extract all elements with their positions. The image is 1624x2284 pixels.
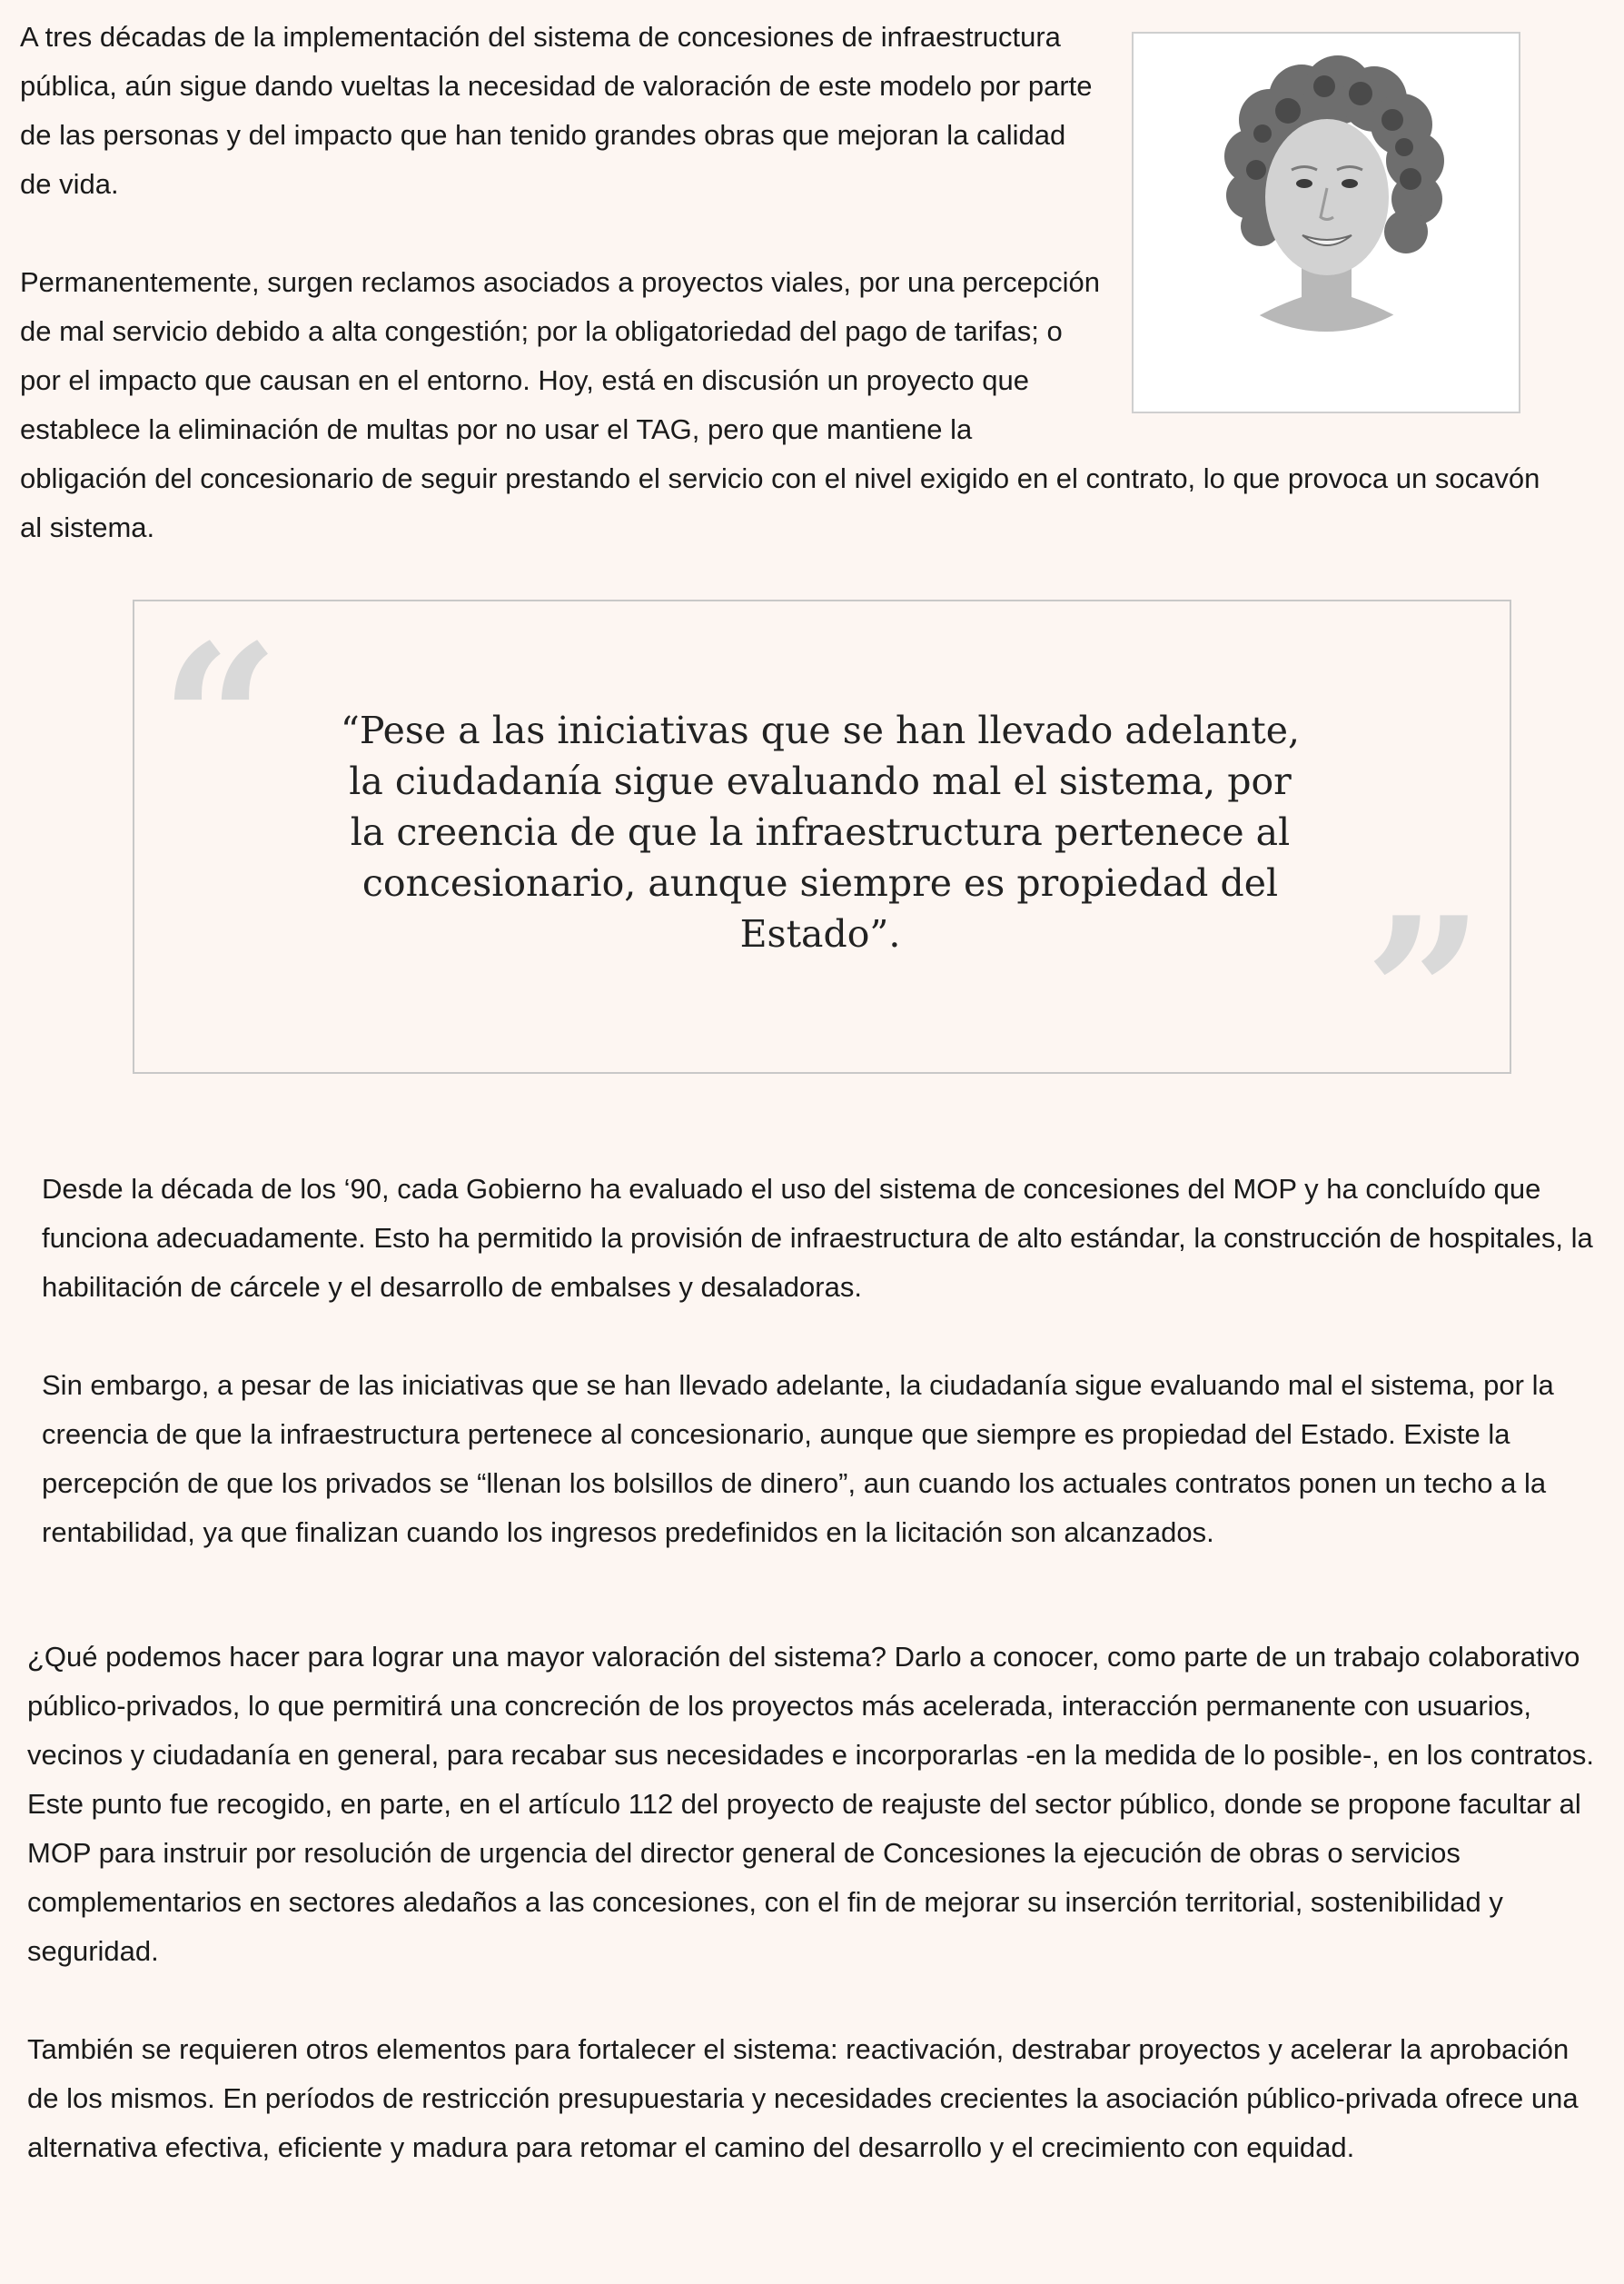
article-intro xyxy=(20,13,1564,552)
open-quote-icon: “ xyxy=(160,600,281,845)
article-body-middle xyxy=(42,1165,1604,1557)
pull-quote-text: “Pese a las iniciativas que se han llevado adelante, la ciudadanía sigue evaluando mal el sistema, por la creencia de que la infraestructura pertenece al concesionario, aunque siempre es propiedad del Estado”. xyxy=(340,709,1301,956)
body-paragraph-4: También se requieren otros elementos para fortalecer el sistema: reactivación, destrabar proyectos y acelerar la aprobación de los mismos. En períodos de restricción presupuestaria y necesidades crecientes la asociación público-privada ofrece una alternativa efectiva, eficiente y madura para retomar el camino del desarrollo y el crecimiento con equidad. xyxy=(27,2033,1579,2163)
close-quote-icon: ” xyxy=(1363,872,1484,1117)
author-portrait xyxy=(1132,32,1520,413)
pull-quote xyxy=(133,600,1511,1117)
author-portrait-icon xyxy=(1134,34,1519,412)
body-paragraph-1: Desde la década de los ‘90, cada Gobierno ha evaluado el uso del sistema de concesiones del MOP y ha concluído que funciona adecuadamente. Esto ha permitido la provisión de infraestructura de alto estándar, la construcción de hospitales, la habilitación de cárcele y el desarrollo de embalses y desaladoras. xyxy=(42,1173,1593,1303)
body-paragraph-3: ¿Qué podemos hacer para lograr una mayor valoración del sistema? Darlo a conocer, como parte de un trabajo colaborativo público-privados, lo que permitirá una concreción de los proyectos más acelerada, interacción permanente con usuarios, vecinos y ciudadanía en general, para recabar sus necesidades e incorporarlas -en la medida de lo posible-, en los contratos. Este punto fue recogido, en parte, en el artículo 112 del proyecto de reajuste del sector público, donde se propone facultar al MOP para instruir por resolución de urgencia del director general de Concesiones la ejecución de obras o servicios complementarios en sectores aledaños a las concesiones, con el fin de mejorar su inserción territorial, sostenibilidad y seguridad. xyxy=(27,1641,1594,1967)
body-paragraph-2: Sin embargo, a pesar de las iniciativas que se han llevado adelante, la ciudadanía sigue evaluando mal el sistema, por la creencia de que la infraestructura pertenece al concesionario, aunque que siempre es propiedad del Estado. Existe la percepción de que los privados se “llenan los bolsillos de dinero”, aun cuando los actuales contratos ponen un techo a la rentabilidad, ya que finalizan cuando los ingresos predefinidos en la licitación son alcanzados. xyxy=(42,1369,1554,1548)
intro-paragraph-1: A tres décadas de la implementación del sistema de concesiones de infraestructura pública, aún sigue dando vueltas la necesidad de valoración de este modelo por parte de las personas y del impacto que han tenido grandes obras que mejoran la calidad de vida. xyxy=(20,21,1093,200)
intro-paragraph-2: Permanentemente, surgen reclamos asociados a proyectos viales, por una percepción de mal servicio debido a alta congestión; por la obligatoriedad del pago de tarifas; o por el impacto que causan en el entorno. Hoy, está en discusión un proyecto que establece la eliminación de multas por no usar el TAG, pero que mantiene la obligación del concesionario de seguir prestando el servicio con el nivel exigido en el contrato, lo que provoca un socavón al sistema. xyxy=(20,266,1540,543)
article-body-closing xyxy=(27,1633,1604,2172)
